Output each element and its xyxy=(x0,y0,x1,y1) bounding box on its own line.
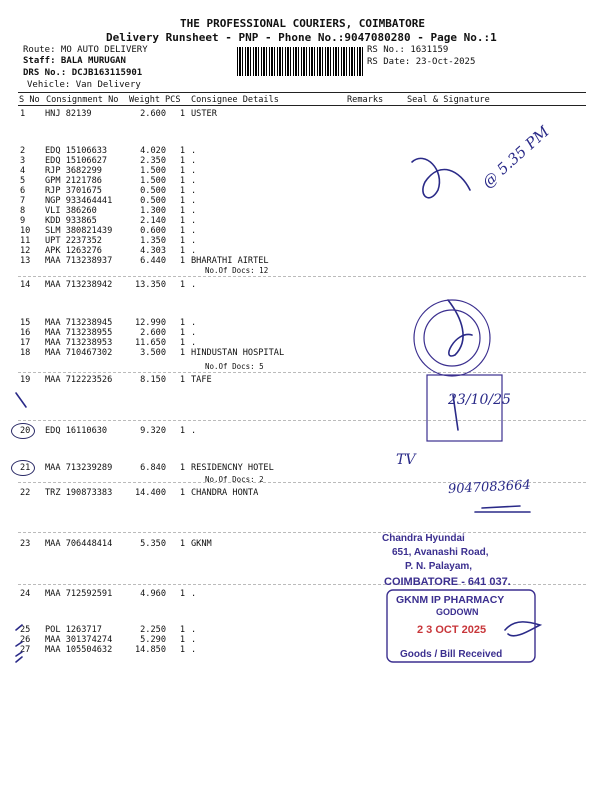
row-cons: TRZ 190873383 xyxy=(45,488,113,498)
row-wt: 1.300 xyxy=(140,206,166,216)
row-pcs: 1 xyxy=(179,426,185,436)
row-sno: 25 xyxy=(20,625,31,635)
row-pcs: 1 xyxy=(179,645,185,655)
row-wt: 5.350 xyxy=(140,539,166,549)
rs-number: RS No.: 1631159 xyxy=(367,45,449,55)
row-det: . xyxy=(191,645,197,655)
row-pcs: 1 xyxy=(179,236,185,246)
row-det: . xyxy=(191,196,197,206)
row-cons: MAA 713238937 xyxy=(45,256,113,266)
row-sno: 12 xyxy=(20,246,31,256)
row-sno: 8 xyxy=(20,206,26,216)
row-pcs: 1 xyxy=(179,256,185,266)
doc-count: No.Of Docs: 2 xyxy=(205,475,264,484)
row-cons: MAA 105504632 xyxy=(45,645,113,655)
tick-mark xyxy=(16,393,26,407)
row-wt: 9.320 xyxy=(140,426,166,436)
row-wt: 4.960 xyxy=(140,589,166,599)
row-wt: 2.600 xyxy=(140,328,166,338)
row-cons: RJP 3682299 xyxy=(45,166,102,176)
hyundai-stamp-line: 651, Avanashi Road, xyxy=(392,547,489,558)
row-wt: 13.350 xyxy=(134,280,166,290)
row-cons: MAA 301374274 xyxy=(45,635,113,645)
col-pcs: PCS xyxy=(165,95,181,105)
row-wt: 5.290 xyxy=(140,635,166,645)
row-sno: 6 xyxy=(20,186,26,196)
row-wt: 8.150 xyxy=(140,375,166,385)
pharmacy-stamp-date: 2 3 OCT 2025 xyxy=(417,624,487,636)
row-cons: MAA 710467302 xyxy=(45,348,113,358)
row-cons: MAA 712592591 xyxy=(45,589,113,599)
row-det: . xyxy=(191,156,197,166)
row-cons: EDQ 15106627 xyxy=(45,156,108,166)
row-pcs: 1 xyxy=(179,206,185,216)
vehicle-label: Vehicle: Van Delivery xyxy=(27,80,141,90)
row-pcs: 1 xyxy=(179,488,185,498)
row-det: HINDUSTAN HOSPITAL xyxy=(191,348,285,358)
pharmacy-stamp-footer: Goods / Bill Received xyxy=(400,649,503,660)
tick-mark xyxy=(16,642,22,646)
row-sno: 27 xyxy=(20,645,31,655)
row-det: . xyxy=(191,226,197,236)
row-sno: 26 xyxy=(20,635,31,645)
doc-count: No.Of Docs: 5 xyxy=(205,362,264,371)
row-sno: 2 xyxy=(20,146,26,156)
airtel-seal-ring xyxy=(414,300,490,376)
row-pcs: 1 xyxy=(179,146,185,156)
col-consignment: Consignment No xyxy=(46,95,119,105)
row-cons: UPT 2237352 xyxy=(45,236,102,246)
row-det: TAFE xyxy=(191,375,212,385)
row-sno: 22 xyxy=(20,488,31,498)
row-det: . xyxy=(191,236,197,246)
row-det: . xyxy=(191,625,197,635)
drs-label: DRS No.: DCJB163115901 xyxy=(23,68,143,78)
row-pcs: 1 xyxy=(179,216,185,226)
row-det: . xyxy=(191,280,197,290)
row-det: CHANDRA HONTA xyxy=(191,488,259,498)
date-note: 23/10/25 xyxy=(448,392,511,408)
row-det: . xyxy=(191,318,197,328)
row-pcs: 1 xyxy=(179,196,185,206)
hospital-seal-box xyxy=(427,375,502,441)
row-pcs: 1 xyxy=(179,328,185,338)
row-det: . xyxy=(191,166,197,176)
row-wt: 1.500 xyxy=(140,176,166,186)
signature-scribble xyxy=(475,506,530,512)
row-sno: 15 xyxy=(20,318,31,328)
row-pcs: 1 xyxy=(179,176,185,186)
staff-label: Staff: BALA MURUGAN xyxy=(23,56,126,66)
col-seal: Seal & Signature xyxy=(407,95,490,105)
signature-scribble xyxy=(412,158,470,197)
row-pcs: 1 xyxy=(179,280,185,290)
row-pcs: 1 xyxy=(179,375,185,385)
row-cons: MAA 706448414 xyxy=(45,539,113,549)
row-det: . xyxy=(191,146,197,156)
col-remarks: Remarks xyxy=(347,95,384,105)
row-det: . xyxy=(191,426,197,436)
row-wt: 0.600 xyxy=(140,226,166,236)
row-pcs: 1 xyxy=(179,109,185,119)
row-det: . xyxy=(191,338,197,348)
row-wt: 14.400 xyxy=(134,488,166,498)
row-det: . xyxy=(191,186,197,196)
rs-date: RS Date: 23-Oct-2025 xyxy=(367,57,476,67)
hyundai-stamp-line: Chandra Hyundai xyxy=(382,533,465,544)
row-sno: 19 xyxy=(20,375,31,385)
row-sno: 14 xyxy=(20,280,31,290)
row-pcs: 1 xyxy=(179,186,185,196)
row-sno: 23 xyxy=(20,539,31,549)
row-sno: 1 xyxy=(20,109,26,119)
tick-mark xyxy=(16,657,22,662)
row-pcs: 1 xyxy=(179,338,185,348)
row-cons: SLM 380821439 xyxy=(45,226,113,236)
col-sno: S No xyxy=(19,95,40,105)
row-sno: 7 xyxy=(20,196,26,206)
row-cons: NGP 933464441 xyxy=(45,196,113,206)
row-pcs: 1 xyxy=(179,156,185,166)
row-det: . xyxy=(191,635,197,645)
row-cons: HNJ 82139 xyxy=(45,109,92,119)
time-note: @ 5.35 PM xyxy=(478,122,553,192)
row-sno: 11 xyxy=(20,236,31,246)
tv-note: TV xyxy=(396,452,416,468)
row-cons: RJP 3701675 xyxy=(45,186,102,196)
row-cons: EDQ 16110630 xyxy=(45,426,108,436)
row-pcs: 1 xyxy=(179,318,185,328)
row-wt: 2.600 xyxy=(140,109,166,119)
hyundai-stamp-line: COIMBATORE - 641 037. xyxy=(384,576,511,588)
company-title: THE PROFESSIONAL COURIERS, COIMBATORE xyxy=(180,17,426,30)
row-wt: 12.990 xyxy=(134,318,166,328)
row-det: BHARATHI AIRTEL xyxy=(191,256,269,266)
row-det: USTER xyxy=(191,109,217,119)
row-wt: 2.140 xyxy=(140,216,166,226)
row-wt: 2.350 xyxy=(140,156,166,166)
row-det: GKNM xyxy=(191,539,212,549)
row-wt: 4.020 xyxy=(140,146,166,156)
doc-count: No.Of Docs: 12 xyxy=(205,266,269,275)
row-cons: MAA 713238945 xyxy=(45,318,113,328)
row-sno: 17 xyxy=(20,338,31,348)
tick-mark xyxy=(16,652,22,656)
row-cons: MAA 713238955 xyxy=(45,328,113,338)
row-wt: 3.500 xyxy=(140,348,166,358)
row-pcs: 1 xyxy=(179,635,185,645)
row-cons: GPM 2121786 xyxy=(45,176,102,186)
row-cons: EDQ 15106633 xyxy=(45,146,108,156)
row-det: . xyxy=(191,216,197,226)
row-cons: MAA 713238942 xyxy=(45,280,113,290)
row-pcs: 1 xyxy=(179,625,185,635)
hyundai-stamp-line: P. N. Palayam, xyxy=(405,561,473,572)
row-wt: 0.500 xyxy=(140,186,166,196)
col-weight: Weight xyxy=(129,95,161,105)
row-wt: 6.840 xyxy=(140,463,166,473)
row-wt: 6.440 xyxy=(140,256,166,266)
row-wt: 11.650 xyxy=(134,338,166,348)
row-det: . xyxy=(191,328,197,338)
airtel-seal-inner xyxy=(424,310,480,366)
row-cons: KDD 933865 xyxy=(45,216,97,226)
row-sno: 24 xyxy=(20,589,31,599)
row-cons: MAA 713239289 xyxy=(45,463,113,473)
row-cons: MAA 713238953 xyxy=(45,338,113,348)
row-pcs: 1 xyxy=(179,348,185,358)
row-cons: APK 1263276 xyxy=(45,246,102,256)
row-sno: 9 xyxy=(20,216,26,226)
row-pcs: 1 xyxy=(179,166,185,176)
phone-note: 9047083664 xyxy=(447,477,532,498)
row-pcs: 1 xyxy=(179,463,185,473)
tick-mark xyxy=(16,625,22,630)
row-wt: 4.303 xyxy=(140,246,166,256)
row-cons: MAA 712223526 xyxy=(45,375,113,385)
runsheet-title: Delivery Runsheet - PNP - Phone No.:9047080280 - Page No.:1 xyxy=(106,31,497,44)
col-consignee: Consignee Details xyxy=(191,95,279,105)
row-cons: POL 1263717 xyxy=(45,625,102,635)
row-det: . xyxy=(191,589,197,599)
pharmacy-stamp-sub: GODOWN xyxy=(436,607,479,617)
row-sno: 20 xyxy=(20,426,31,436)
row-sno: 18 xyxy=(20,348,31,358)
row-wt: 1.350 xyxy=(140,236,166,246)
row-wt: 0.500 xyxy=(140,196,166,206)
row-wt: 1.500 xyxy=(140,166,166,176)
row-pcs: 1 xyxy=(179,226,185,236)
row-wt: 14.850 xyxy=(134,645,166,655)
row-pcs: 1 xyxy=(179,246,185,256)
row-det: . xyxy=(191,246,197,256)
row-sno: 5 xyxy=(20,176,26,186)
row-det: . xyxy=(191,176,197,186)
row-sno: 4 xyxy=(20,166,26,176)
row-sno: 3 xyxy=(20,156,26,166)
signature-scribble xyxy=(448,300,472,356)
row-sno: 13 xyxy=(20,256,31,266)
row-pcs: 1 xyxy=(179,589,185,599)
row-cons: VLI 386260 xyxy=(45,206,97,216)
row-det: . xyxy=(191,206,197,216)
row-sno: 21 xyxy=(20,463,31,473)
row-det: RESIDENCNY HOTEL xyxy=(191,463,274,473)
row-wt: 2.250 xyxy=(140,625,166,635)
route-label: Route: MO AUTO DELIVERY xyxy=(23,45,148,55)
row-sno: 10 xyxy=(20,226,31,236)
pharmacy-stamp-title: GKNM IP PHARMACY xyxy=(396,594,505,606)
row-pcs: 1 xyxy=(179,539,185,549)
row-sno: 16 xyxy=(20,328,31,338)
